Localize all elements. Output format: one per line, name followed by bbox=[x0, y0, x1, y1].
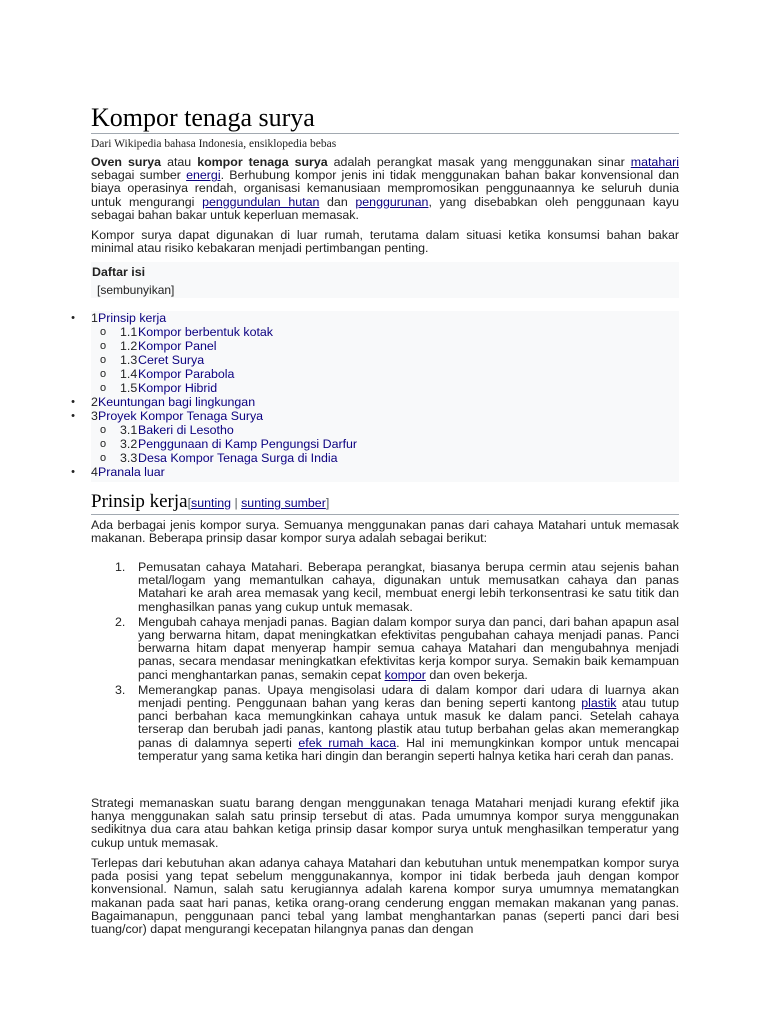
bullet-icon: o bbox=[99, 354, 107, 366]
intro-text: . Berhubung kompor jenis ini tidak menggunakan bahan bakar konvensional dan biaya operasinya rendah, organisasi kemanusiaan mempromosikan penggunaannya ke seluruh dunia untuk mengurangi bbox=[91, 168, 679, 209]
toc-number: 1.2 bbox=[120, 339, 138, 353]
link-penggurunan[interactable]: penggurunan bbox=[355, 194, 429, 209]
list-item-text: Pemusatan cahaya Matahari. Beberapa perangkat, biasanya berupa cermin atau sejenis bahan metal/logam yang memantulkan cahaya, digunakan untuk memusatkan cahaya dan panas Matahari ke arah area memasak yang kecil, membuat energi lebih terkonsentrasi ke satu titik dan menghasilkan panas yang cukup untuk memasak. bbox=[138, 560, 679, 614]
bullet-icon: o bbox=[99, 382, 107, 394]
bold-term-oven-surya: Oven surya bbox=[91, 155, 162, 169]
page-title: Kompor tenaga surya bbox=[91, 103, 315, 132]
edit-source-link[interactable]: sunting sumber bbox=[241, 496, 326, 510]
toc-number: 4 bbox=[91, 465, 98, 479]
list-item bbox=[91, 561, 679, 614]
bullet-icon: o bbox=[99, 452, 107, 464]
toc-label[interactable]: Kompor berbentuk kotak bbox=[138, 325, 273, 339]
principles-list bbox=[91, 561, 679, 763]
bullet-icon: o bbox=[99, 368, 107, 380]
bullet-icon: • bbox=[71, 466, 75, 478]
toc-number: 1.4 bbox=[120, 367, 138, 381]
edit-separator: | bbox=[231, 496, 242, 510]
list-item-text: dan oven bekerja. bbox=[425, 667, 528, 682]
bullet-icon: o bbox=[99, 438, 107, 450]
list-item-text: atau tutup panci berbahan kaca memungkinkan cahaya untuk masuk ke dalam panci. Setelah cahaya terserap dan berubah jadi panas, kantong plastik atau tutup berbahan gelas akan memerangkap panas di dalamnya seperti bbox=[138, 696, 680, 750]
intro-text: adalah perangkat masak yang menggunakan sinar bbox=[327, 155, 631, 169]
toc-label[interactable]: Prinsip kerja bbox=[98, 311, 167, 325]
paragraph-intro-principles: Ada berbagai jenis kompor surya. Semuanya menggunakan panas dari cahaya Matahari untuk memasak makanan. Beberapa prinsip dasar kompor surya adalah sebagai berikut: bbox=[91, 518, 679, 546]
list-item-text: Mengubah cahaya menjadi panas. Bagian dalam kompor surya dan panci, dari bahan apapun asal yang berwarna hitam, dapat meningkatkan efektivitas pengubahan cahaya menjadi panas. Panci berwarna hitam dapat menyerap hampir semua cahaya Matahari dan mengubahnya menjadi panas, secara mendasar meningkatkan efektivitas kerja kompor surya. Semakin baik kemampuan panci menghantarkan panas, semakin cepat bbox=[138, 614, 679, 682]
title-divider bbox=[91, 133, 679, 134]
section-divider bbox=[91, 514, 679, 515]
link-penggundulan-hutan[interactable]: penggundulan hutan bbox=[202, 194, 320, 209]
edit-bracket: [ bbox=[187, 496, 192, 510]
paragraph-strategy: Strategi memanaskan suatu barang dengan menggunakan tenaga Matahari menjadi kurang efektif jika hanya menggunakan salah satu prinsip tersebut di atas. Pada umumnya kompor surya menggunakan sedikitnya dua cara atau bahkan ketiga prinsip dasar kompor surya untuk menghasilkan temperatur yang cukup untuk memasak. bbox=[91, 796, 679, 850]
list-number: 1. bbox=[115, 560, 126, 574]
bullet-icon: o bbox=[99, 340, 107, 352]
list-item bbox=[91, 684, 679, 763]
intro-text: dan bbox=[319, 194, 356, 209]
toc-label[interactable]: Penggunaan di Kamp Pengungsi Darfur bbox=[138, 437, 358, 451]
toc-number: 2 bbox=[91, 395, 98, 409]
link-energi[interactable]: energi bbox=[186, 168, 221, 183]
toc-label[interactable]: Bakeri di Lesotho bbox=[138, 423, 234, 437]
bullet-icon: • bbox=[71, 396, 75, 408]
toc-label[interactable]: Proyek Kompor Tenaga Surya bbox=[98, 409, 264, 423]
toc-title: Daftar isi bbox=[92, 265, 146, 279]
bullet-icon: o bbox=[99, 326, 107, 338]
toc-header-box bbox=[91, 262, 679, 298]
section-heading-prinsip-kerja bbox=[91, 490, 679, 515]
edit-link[interactable]: sunting bbox=[191, 496, 231, 510]
link-efek-rumah-kaca[interactable]: efek rumah kaca bbox=[298, 735, 397, 750]
paragraph-usage: Kompor surya dapat digunakan di luar rumah, terutama dalam situasi ketika konsumsi bahan bakar minimal atau risiko kebakaran menjadi pertimbangan penting. bbox=[91, 228, 679, 256]
bullet-icon: • bbox=[71, 410, 75, 422]
list-item-text: Memerangkap panas. Upaya mengisolasi udara di dalam kompor dari udara di luarnya akan menjadi penting. Penggunaan bahan yang keras dan bening seperti kantong bbox=[138, 682, 679, 711]
toc-number: 3.3 bbox=[120, 451, 138, 465]
section-edit-links bbox=[188, 496, 330, 510]
toc-number: 1.5 bbox=[120, 381, 138, 395]
link-plastik[interactable]: plastik bbox=[581, 696, 617, 711]
toc-number: 3 bbox=[91, 409, 98, 423]
intro-text: sebagai sumber bbox=[91, 168, 187, 183]
section-heading-text: Prinsip kerja bbox=[91, 491, 188, 512]
intro-paragraph bbox=[91, 156, 679, 222]
toc-label[interactable]: Ceret Surya bbox=[138, 353, 205, 367]
toc-number: 3.2 bbox=[120, 437, 138, 451]
toc-label[interactable]: Keuntungan bagi lingkungan bbox=[98, 395, 256, 409]
link-matahari[interactable]: matahari bbox=[630, 155, 679, 169]
toc-number: 1.3 bbox=[120, 353, 138, 367]
edit-bracket: ] bbox=[325, 496, 330, 510]
paragraph-drawbacks: Terlepas dari kebutuhan akan adanya cahaya Matahari dan kebutuhan untuk menempatkan kompor surya pada posisi yang tepat sebelum menggunakannya, kompor ini tidak berbeda jauh dengan kompor konvensional. Namun, salah satu kerugiannya adalah karena kompor surya umumnya mematangkan makanan pada saat hari panas, ketika orang-orang cenderung enggan memakan makanan yang panas. Bagaimanapun, penggunaan panci tebal yang lambat menghantarkan panas (seperti panci dari besi tuang/cor) dapat mengurangi kecepatan hilangnya panas dan dengan bbox=[91, 856, 679, 937]
bullet-icon: • bbox=[71, 312, 75, 324]
intro-text: , yang disebabkan oleh penggunaan kayu sebagai bahan bakar untuk keperluan memasak. bbox=[91, 194, 680, 222]
intro-text: atau bbox=[161, 155, 198, 169]
bold-term-kompor-tenaga-surya: kompor tenaga surya bbox=[197, 155, 328, 169]
toc-label[interactable]: Kompor Hibrid bbox=[138, 381, 218, 395]
link-kompor[interactable]: kompor bbox=[384, 667, 426, 682]
list-item bbox=[91, 616, 679, 682]
toc-label[interactable]: Kompor Panel bbox=[138, 339, 217, 353]
bullet-icon: o bbox=[99, 424, 107, 436]
toc-number: 1.1 bbox=[120, 325, 138, 339]
toc-label[interactable]: Kompor Parabola bbox=[138, 367, 235, 381]
list-number: 2. bbox=[115, 614, 126, 629]
toc-toggle-button[interactable]: [sembunyikan] bbox=[97, 283, 175, 297]
site-tagline: Dari Wikipedia bahasa Indonesia, ensiklopedia bebas bbox=[91, 138, 337, 150]
list-item-text: . Hal ini memungkinkan kompor untuk mencapai temperatur yang sama ketika hari dingin dan berangin seperti halnya ketika hari cerah dan panas. bbox=[138, 735, 680, 763]
list-number: 3. bbox=[115, 682, 126, 697]
toc-number: 3.1 bbox=[120, 423, 138, 437]
toc-label[interactable]: Desa Kompor Tenaga Surga di India bbox=[138, 451, 338, 465]
toc-label[interactable]: Pranala luar bbox=[98, 465, 165, 479]
toc-number: 1 bbox=[91, 311, 98, 325]
